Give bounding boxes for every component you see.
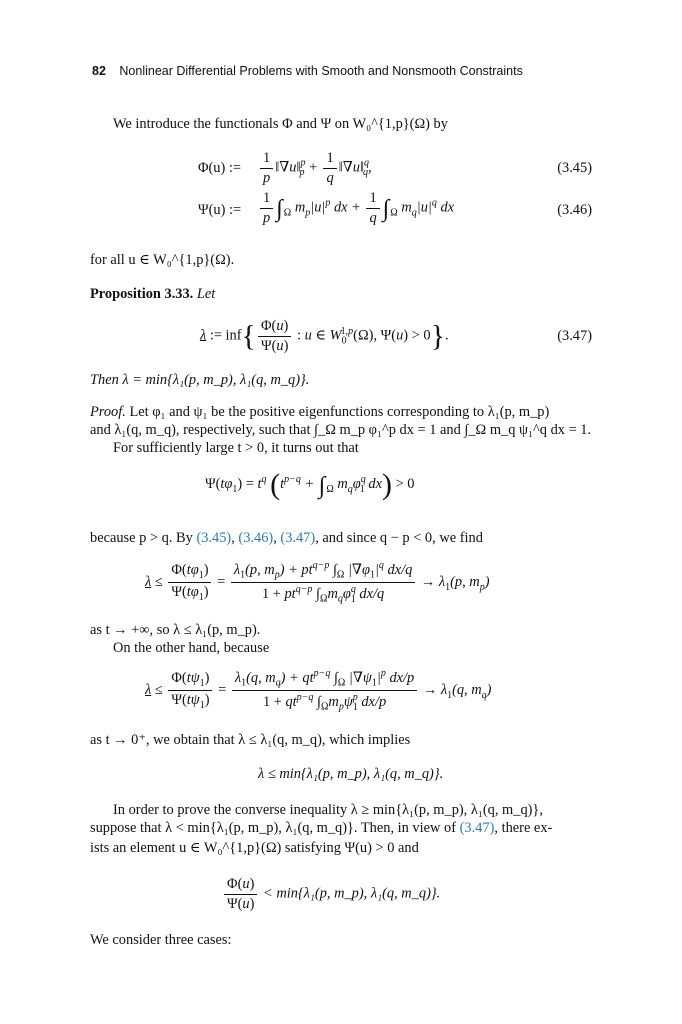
forall-text: for all u ∈ W₀^{1,p}(Ω). — [90, 252, 235, 268]
ref-3-47[interactable]: (3.47) — [280, 530, 316, 546]
running-title: Nonlinear Differential Problems with Smooth and Nonsmooth Constraints — [119, 64, 523, 78]
proof-text-1: Let φ₁ and ψ₁ be the positive eigenfunctions corresponding to λ₁(p, m_p) — [129, 404, 550, 420]
ref-3-45[interactable]: (3.45) — [196, 530, 232, 546]
proposition-heading — [90, 286, 215, 303]
then-statement: Then λ = min{λ₁(p, m_p), λ₁(q, m_q)}. — [90, 372, 310, 388]
equation-psi-t-phi: $\Psi(t\varphi_1) = t^q$ ($t^{p-q} + \int_\Omega$ $m_q\varphi^q_1$ dx) > 0 — [205, 468, 415, 501]
as-t-zero: as t → 0⁺, we obtain that λ ≤ λ₁(q, m_q), which implies — [90, 732, 411, 748]
min-inequality: λ ≤ min{λ₁(p, m_p), λ₁(q, m_q)}. — [258, 766, 444, 782]
proof-line-3: For sufficiently large t > 0, it turns out that — [113, 440, 359, 456]
proof-line-1 — [90, 404, 549, 421]
because-line: because p > q. By (3.45), (3.46), (3.47), and since q − p < 0, we find — [90, 530, 483, 546]
equation-3-46: Ψ(u) := $\frac{1}{p}$ $\int_\Omega$ $m_p|u|^p$ dx + $\frac{1}{q}$ $\int_\Omega$ $m_q|u|^q$ dx (3.46) — [198, 190, 592, 226]
equation-3-45: Φ(u) := $\frac{1}{p}$ ‖∇u‖$^p_p$ + $\frac{1}{q}$ ‖∇u‖$^q_q$, (3.45) — [198, 150, 592, 186]
eq-number: (3.47) — [557, 328, 592, 344]
eq-number: (3.45) — [557, 160, 592, 176]
equation-3-47: λ := inf{ $\frac{\Phi(u)}{\Psi(u)}$ : u ∈ $W_0^{1,p}(\Omega)$, Ψ(u) > 0}. (3.47) — [200, 318, 592, 354]
converse-text-b: , there ex- — [494, 820, 553, 836]
converse-line-1: In order to prove the converse inequality λ ≥ min{λ₁(p, m_p), λ₁(q, m_q)}, — [113, 802, 543, 818]
equation-ratio-1: λ ≤ $\frac{\Phi(t\varphi_1)}{\Psi(t\varphi_1)}$ = $\frac{\lambda_1(p, m_p) + pt^{q-p} \int_\Omega |\nabla\varphi_1|^q dx/q}{1 + pt^{q-p} \int_\Omega m_q\varphi^q_1 dx/q}$ → $\lambda_1(p$, $m_p$) — [145, 560, 490, 605]
other-hand: On the other hand, because — [113, 640, 270, 656]
because-text-a: because p > q. By — [90, 530, 197, 546]
eq-number: (3.46) — [557, 202, 592, 218]
proposition-label: Proposition 3.33. — [90, 286, 194, 302]
eq-lhs: Φ(u) := — [198, 160, 242, 176]
because-text-b: , and since q − p < 0, we find — [315, 530, 483, 546]
converse-text-a: suppose that λ < min{λ₁(p, m_p), λ₁(q, m_q)}. Then, in view of — [90, 820, 460, 836]
equation-ratio-2: λ ≤ $\frac{\Phi(t\psi_1)}{\Psi(t\psi_1)}$ = $\frac{\lambda_1(q, m_q) + qt^{p-q} \int_\Omega |\nabla\psi_1|^p dx/p}{1 + qt^{p-q} \int_\Omega m_p\psi^p_1 dx/p}$ → $\lambda_1(q$, $m_q$) — [145, 668, 492, 713]
proof-label: Proof. — [90, 404, 126, 420]
final-ineq-text: < min{λ₁(p, m_p), λ₁(q, m_q)}. — [263, 885, 441, 902]
proof-line-2: and λ₁(q, m_q), respectively, such that ∫_Ω m_p φ₁^p dx = 1 and ∫_Ω m_q ψ₁^q dx = 1. — [90, 422, 592, 438]
as-t-infinity: as t → +∞, so λ ≤ λ₁(p, m_p). — [90, 622, 261, 638]
ref-3-46[interactable]: (3.46) — [238, 530, 274, 546]
converse-line-2 — [90, 820, 552, 837]
converse-line-3: ists an element u ∈ W₀^{1,p}(Ω) satisfying Ψ(u) > 0 and — [90, 840, 419, 856]
proposition-let: Let — [196, 286, 216, 302]
running-header — [92, 64, 523, 78]
final-inequality: $\frac{\Phi(u)}{\Psi(u)}$ < min{λ₁(p, m_p), λ₁(q, m_q)}. — [222, 876, 440, 912]
intro-text: We introduce the functionals Φ and Ψ on W₀^{1,p}(Ω) by — [113, 116, 448, 132]
page-number: 82 — [92, 64, 106, 78]
ref-3-47-b[interactable]: (3.47) — [459, 820, 495, 836]
three-cases: We consider three cases: — [90, 932, 232, 948]
eq-lhs: Ψ(u) := — [198, 202, 242, 218]
